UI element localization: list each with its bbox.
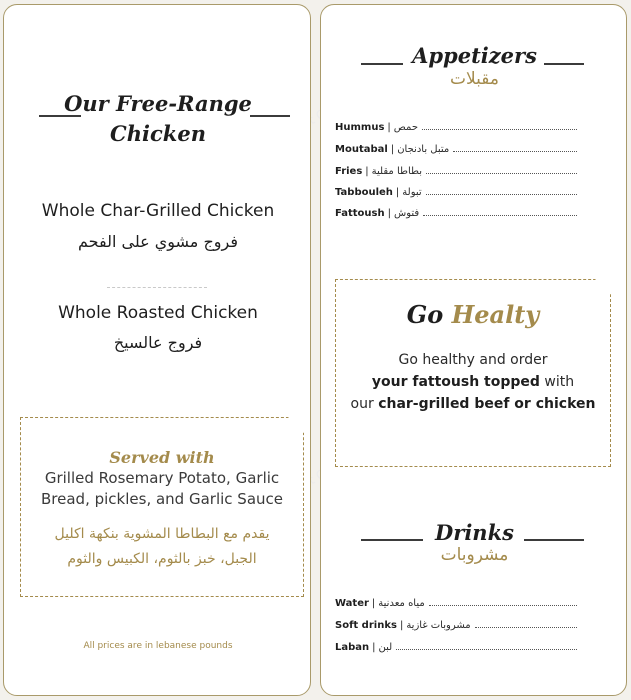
menu-item-name-arabic: فروج عالسيخ [113, 333, 203, 352]
dot-leader [429, 597, 577, 606]
dot-leader [426, 186, 577, 195]
menu-item-name: Whole Roasted Chicken [58, 303, 258, 323]
item-name: Fattoush [335, 208, 385, 219]
item-name: Water [335, 598, 369, 609]
dot-leader [453, 143, 577, 152]
menu-row: Fattoush | فتوش [335, 207, 577, 225]
menu-row: Tabbouleh | تبولة [335, 186, 577, 204]
served-with-text-arabic [21, 522, 303, 572]
menu-row: Fries | بطاطا مقلية [335, 165, 577, 183]
menu-row: Water | مياه معدنية [335, 597, 577, 615]
box-corner-cut [593, 277, 613, 297]
item-name: Soft drinks [335, 620, 397, 631]
served-line: Bread, pickles, and Garlic Sauce [41, 490, 283, 508]
healthy-bold: char-grilled beef or chicken [378, 396, 596, 412]
go-healthy-title [336, 300, 610, 329]
item-name-arabic: مياه معدنية [378, 598, 425, 609]
title-word-accent: Healty [451, 300, 540, 329]
item-name: Moutabal [335, 144, 388, 155]
menu-row: Soft drinks | مشروبات غازية [335, 619, 577, 637]
healthy-bold: your fattoush topped [371, 374, 540, 390]
section-title [4, 89, 312, 149]
divider [107, 287, 207, 288]
dot-leader [396, 641, 577, 650]
chicken-menu-panel [3, 4, 311, 696]
item-name-arabic: فتوش [394, 208, 420, 219]
appetizers-title-arabic: مقبلات [450, 69, 499, 89]
title-line: Chicken [110, 121, 206, 146]
item-name: Fries [335, 166, 363, 177]
title-line: Our Free-Range [64, 91, 252, 116]
item-name-arabic: بطاطا مقلية [371, 166, 422, 177]
dot-leader [426, 165, 577, 174]
drinks-title-arabic: مشروبات [440, 545, 509, 565]
item-name-arabic: لبن [378, 642, 393, 653]
prices-note: All prices are in lebanese pounds [83, 641, 233, 651]
go-healthy-box [335, 279, 611, 467]
healthy-text-line: Go healthy and order [398, 352, 548, 368]
served-line-arabic: يقدم مع البطاطا المشوية بنكهة اكليل [54, 526, 270, 542]
item-name-arabic: تبولة [402, 187, 422, 198]
box-corner-cut [286, 415, 306, 435]
dot-leader [475, 619, 577, 628]
served-line: Grilled Rosemary Potato, Garlic [44, 469, 280, 487]
dot-leader [423, 207, 577, 216]
appetizers-title: Appetizers [412, 43, 537, 68]
appetizers-drinks-panel [320, 4, 627, 696]
dot-leader [422, 121, 577, 130]
menu-row: Laban | لبن [335, 641, 577, 659]
healthy-rest: with [539, 374, 575, 390]
item-name-arabic: متبل بادنجان [397, 144, 450, 155]
served-with-box [20, 417, 304, 597]
served-line-arabic: الجبل، خبز بالثوم، الكبيس والثوم [67, 551, 257, 567]
menu-item-name: Whole Char-Grilled Chicken [41, 201, 275, 221]
item-name-arabic: حمص [393, 122, 418, 133]
title-word: Go [406, 300, 444, 329]
item-name: Tabbouleh [335, 187, 393, 198]
item-name: Laban [335, 642, 370, 653]
item-name-arabic: مشروبات غازية [406, 620, 471, 631]
served-with-text [21, 468, 303, 510]
menu-row: Hummus | حمص [335, 121, 577, 139]
healthy-text-line [336, 374, 610, 390]
drinks-title: Drinks [435, 520, 514, 545]
menu-row: Moutabal | متبل بادنجان [335, 143, 577, 161]
menu-item-name-arabic: فروج مشوي على الفحم [78, 232, 238, 251]
healthy-pre: our [350, 396, 379, 412]
served-with-title: Served with [109, 448, 215, 467]
item-name: Hummus [335, 122, 385, 133]
healthy-text-line [336, 396, 610, 412]
